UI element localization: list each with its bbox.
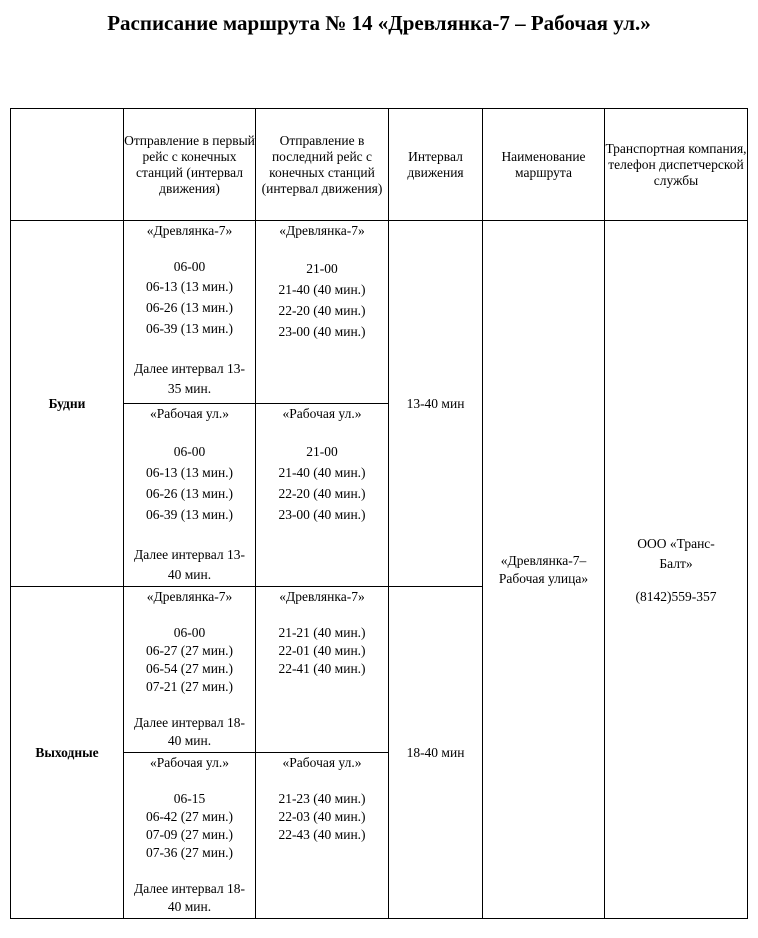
departure-time: 06-39 (13 мин.) [145, 320, 234, 336]
weekends-label: Выходные [11, 587, 124, 919]
departure-time: 06-26 (13 мин.) [145, 486, 234, 501]
interval-note: Далее интервал 18-40 мин. [134, 715, 245, 748]
departure-time: 06-54 (27 мин.) [145, 661, 234, 676]
station-name: «Рабочая ул.» [150, 406, 229, 421]
station-name: «Древлянка-7» [279, 223, 365, 238]
interval-note: Далее интервал 13-35 мин. [134, 360, 245, 396]
header-first-departure: Отправление в первый рейс с конечных станций (интервал движения) [124, 109, 256, 221]
departure-time: 06-27 (27 мин.) [145, 643, 234, 658]
departure-time: 23-00 (40 мин.) [278, 324, 366, 339]
header-interval: Интервал движения [389, 109, 483, 221]
departure-time: 06-00 [173, 259, 206, 274]
station-name: «Рабочая ул.» [282, 755, 362, 770]
weekends-drevlyanka-last [256, 587, 389, 753]
station-name: «Древлянка-7» [146, 589, 233, 604]
weekends-interval: 18-40 мин [389, 587, 483, 919]
header-row [11, 109, 748, 221]
departure-time: 06-26 (13 мин.) [145, 299, 234, 315]
departure-time: 07-09 (27 мин.) [145, 827, 234, 842]
weekdays-rabochaya-last [256, 404, 389, 587]
station-name: «Рабочая ул.» [150, 755, 229, 770]
departure-time: 07-21 (27 мин.) [145, 679, 234, 694]
departure-time: 22-43 (40 мин.) [278, 827, 366, 842]
departure-time: 06-39 (13 мин.) [145, 507, 234, 522]
weekends-rabochaya-last [256, 753, 389, 919]
company-phone: (8142)559-357 [635, 588, 717, 604]
departure-time: 21-40 (40 мин.) [278, 465, 366, 480]
departure-time: 21-00 [306, 261, 338, 276]
weekdays-rabochaya-first [124, 404, 256, 587]
departure-time: 06-13 (13 мин.) [145, 278, 234, 294]
schedule-table [10, 108, 748, 919]
header-empty [11, 109, 124, 221]
station-name: «Древлянка-7» [146, 223, 233, 238]
weekdays-drevlyanka-last [256, 221, 389, 404]
company-cell [605, 221, 748, 919]
departure-time: 06-13 (13 мин.) [145, 465, 234, 480]
weekdays-label: Будни [11, 221, 124, 587]
departure-time: 06-15 [173, 791, 206, 806]
departure-time: 22-03 (40 мин.) [278, 809, 366, 824]
weekdays-drevlyanka-first [124, 221, 256, 404]
header-route-name: Наименование маршрута [483, 109, 605, 221]
header-last-departure: Отправление в последний рейс с конечных станций (интервал движения) [256, 109, 389, 221]
departure-time: 22-01 (40 мин.) [278, 643, 366, 658]
weekends-drevlyanka-first [124, 587, 256, 753]
departure-time: 23-00 (40 мин.) [278, 507, 366, 522]
weekends-rabochaya-first [124, 753, 256, 919]
departure-time: 22-20 (40 мин.) [278, 486, 366, 501]
departure-time: 06-42 (27 мин.) [145, 809, 234, 824]
departure-time: 21-21 (40 мин.) [278, 625, 366, 640]
station-name: «Древлянка-7» [279, 589, 365, 604]
route-name: «Древлянка-7– Рабочая улица» [483, 221, 605, 919]
departure-time: 06-00 [173, 625, 206, 640]
station-name: «Рабочая ул.» [282, 406, 362, 421]
departure-time: 22-41 (40 мин.) [278, 661, 366, 676]
departure-time: 21-40 (40 мин.) [278, 282, 366, 297]
header-company: Транспортная компания, телефон диспетчерской службы [605, 109, 748, 221]
departure-time: 21-00 [306, 444, 338, 459]
interval-note: Далее интервал 13-40 мин. [134, 547, 245, 582]
departure-time: 22-20 (40 мин.) [278, 303, 366, 318]
departure-time: 07-36 (27 мин.) [145, 845, 234, 860]
weekdays-interval: 13-40 мин [389, 221, 483, 587]
page-title: Расписание маршрута № 14 «Древлянка-7 – Рабочая ул.» [107, 11, 651, 35]
weekdays-drevlyanka-row [11, 221, 748, 404]
departure-time: 06-00 [173, 444, 206, 459]
company-name: ООО «Транс-Балт» [637, 535, 715, 571]
departure-time: 21-23 (40 мин.) [278, 791, 366, 806]
interval-note: Далее интервал 18-40 мин. [134, 881, 245, 914]
